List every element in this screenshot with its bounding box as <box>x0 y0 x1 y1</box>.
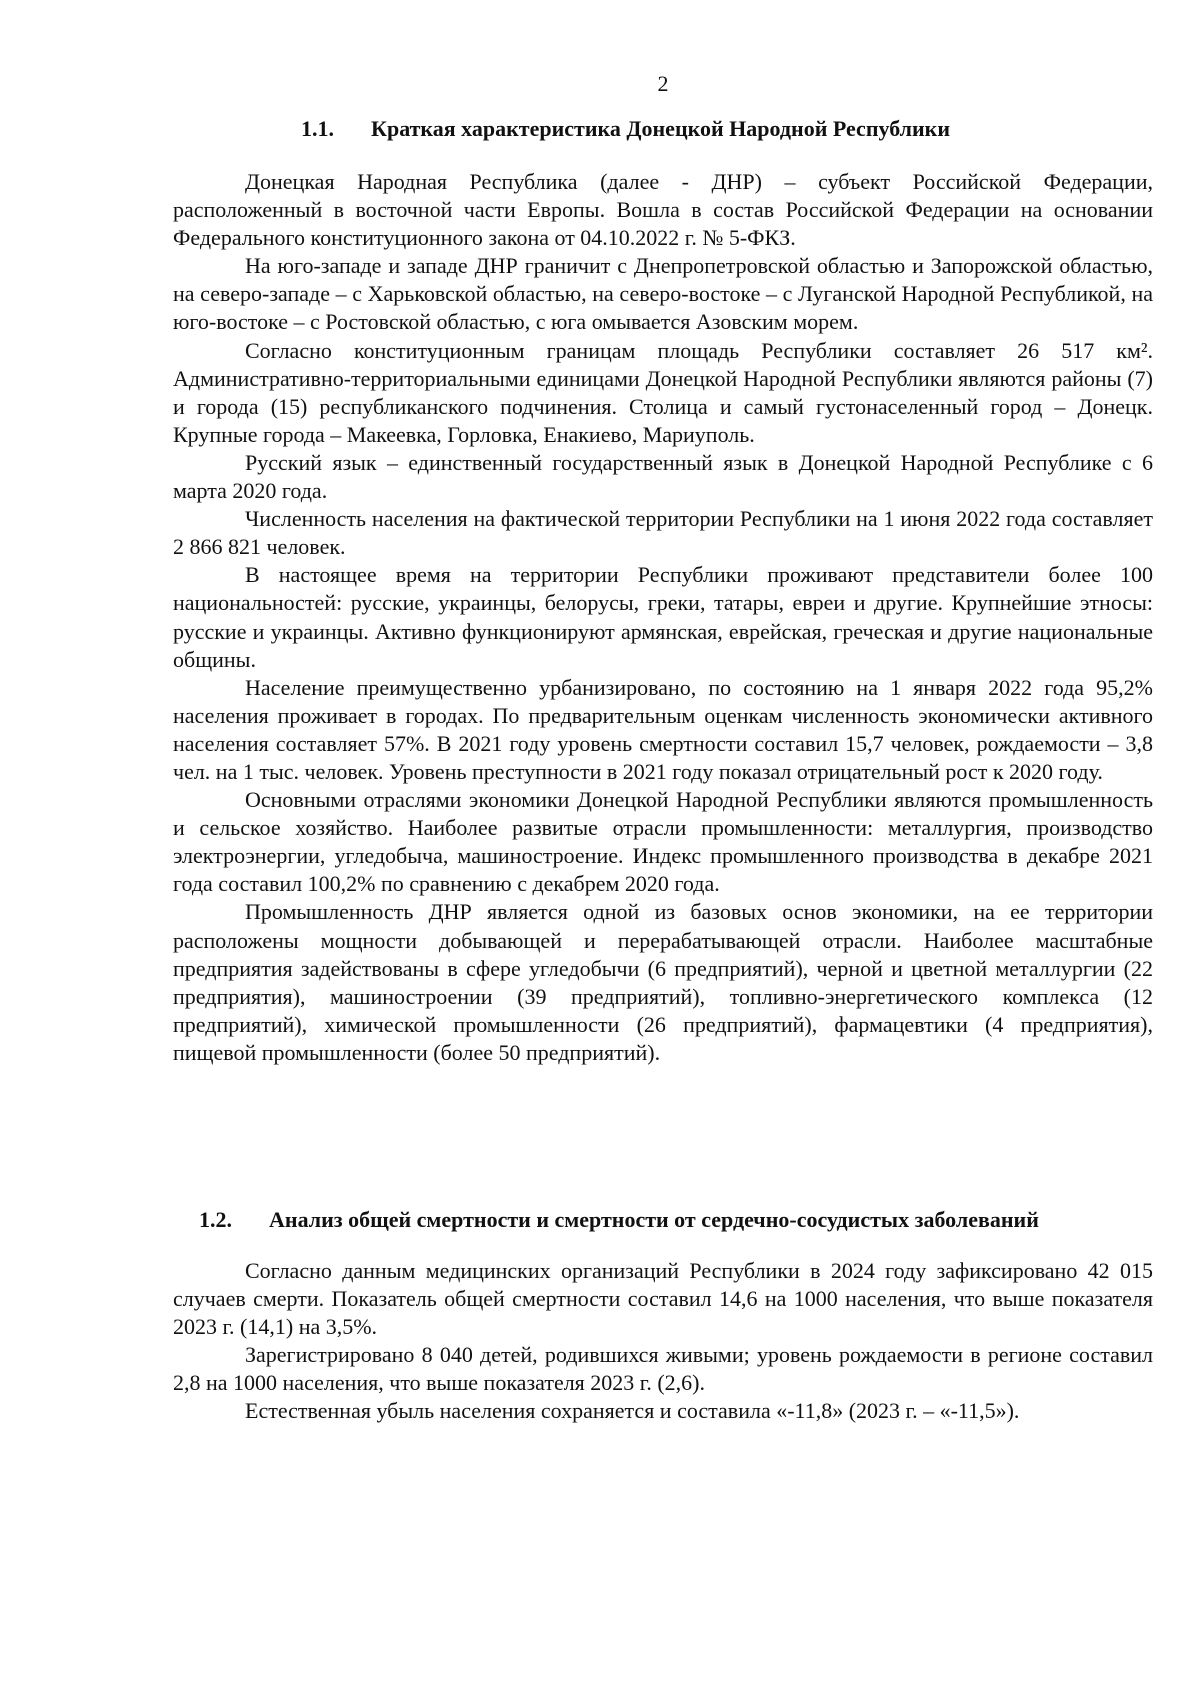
paragraph: Естественная убыль населения сохраняется и составила «-11,8» (2023 г. – «-11,5»). <box>245 1398 1020 1424</box>
section-title: Краткая характеристика Донецкой Народной Республики <box>371 116 951 141</box>
section-number: 1.1. <box>301 116 334 141</box>
section-body-1-1 <box>173 168 1153 1067</box>
section-body-1-2 <box>173 1257 1153 1426</box>
paragraph: Донецкая Народная Республика (далее - ДНР) – субъект Российской Федерации, расположенный в восточной части Европы. Вошла в состав Российской Федерации на основании Федерального конституционного закона от 04.10.2022 г. № 5-ФКЗ. <box>173 169 1153 251</box>
paragraph: Согласно данным медицинских организаций Республики в 2024 году зафиксировано 42 015 случаев смерти. Показатель общей смертности составил 14,6 на 1000 населения, что выше показателя 2023 г. (14,1) на 3,5%. <box>173 1258 1153 1340</box>
paragraph: Численность населения на фактической территории Республики на 1 июня 2022 года составляет 2 866 821 человек. <box>173 506 1153 560</box>
section-heading-1-1 <box>173 115 1153 143</box>
paragraph: В настоящее время на территории Республики проживают представители более 100 национальностей: русские, украинцы, белорусы, греки, татары, евреи и другие. Крупнейшие этносы: русские и украинцы. Активно функционируют армянская, еврейская, греческая и другие национальные общины. <box>173 562 1153 672</box>
page-number: 2 <box>657 71 669 96</box>
section-number: 1.2. <box>199 1207 232 1232</box>
paragraph: Население преимущественно урбанизировано, по состоянию на 1 января 2022 года 95,2% населения проживает в городах. По предварительным оценкам численность экономически активного населения составляет 57%. В 2021 году уровень смертности составил 15,7 человек, рождаемости – 3,8 чел. на 1 тыс. человек. Уровень преступности в 2021 году показал отрицательный рост к 2020 году. <box>173 674 1153 784</box>
paragraph: На юго-западе и западе ДНР граничит с Днепропетровской областью и Запорожской областью, на северо-западе – с Харьковской областью, на северо-востоке – с Луганской Народной Республикой, на юго-востоке – с Ростовской областью, с юга омывается Азовским морем. <box>173 253 1153 335</box>
section-title: Анализ общей смертности и смертности от сердечно-сосудистых заболеваний <box>269 1207 1039 1232</box>
paragraph: Зарегистрировано 8 040 детей, родившихся живыми; уровень рождаемости в регионе составил 2,8 на 1000 населения, что выше показателя 2023 г. (2,6). <box>173 1342 1153 1396</box>
paragraph: Промышленность ДНР является одной из базовых основ экономики, на ее территории расположены мощности добывающей и перерабатывающей отрасли. Наиболее масштабные предприятия задействованы в сфере угледобычи (6 предприятий), черной и цветной металлургии (22 предприятия), машиностроении (39 предприятий), топливно-энергетического комплекса (12 предприятий), химической промышленности (26 предприятий), фармацевтики (4 предприятия), пищевой промышленности (более 50 предприятий). <box>173 899 1153 1065</box>
paragraph: Русский язык – единственный государственный язык в Донецкой Народной Республике с 6 марта 2020 года. <box>173 449 1153 504</box>
paragraph: Основными отраслями экономики Донецкой Народной Республики являются промышленность и сельское хозяйство. Наиболее развитые отрасли промышленности: металлургия, производство электроэнергии, угледобыча, машиностроение. Индекс промышленного производства в декабре 2021 года составил 100,2% по сравнению с декабрем 2020 года. <box>173 787 1153 897</box>
paragraph: Согласно конституционным границам площадь Республики составляет 26 517 км². Административно-территориальными единицами Донецкой Народной Республики являются районы (7) и города (15) республиканского подчинения. Столица и самый густонаселенный город – Донецк. Крупные города – Макеевка, Горловка, Енакиево, Мариуполь. <box>173 337 1153 447</box>
section-heading-1-2 <box>173 1206 1153 1234</box>
